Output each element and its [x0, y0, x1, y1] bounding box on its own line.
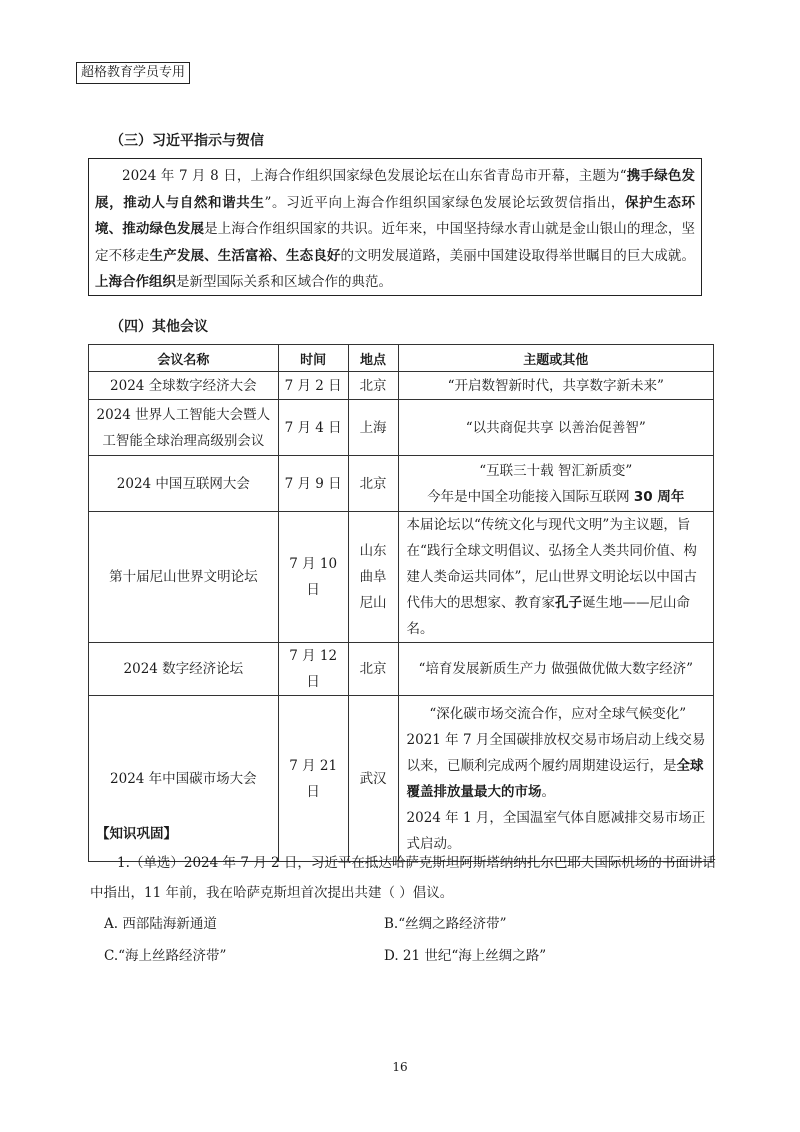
watermark-label: 超格教育学员专用	[76, 62, 190, 84]
table-row	[89, 456, 714, 512]
meeting-place: 上海	[348, 400, 398, 456]
meeting-theme: “深化碳市场交流合作，应对全球气候变化”	[429, 705, 687, 722]
congratulatory-letter-box	[88, 158, 702, 296]
meeting-name: 第十届尼山世界文明论坛	[89, 512, 279, 643]
letter-text: 的文明发展道路，美丽中国建设取得举世瞩目的巨大成就。	[340, 247, 696, 264]
meeting-time: 7 月 9 日	[278, 456, 348, 512]
meeting-theme-highlight: 孔子	[555, 595, 583, 611]
letter-highlight: 生产发展、生活富裕、生态良好	[149, 247, 341, 264]
letter-highlight: 上海合作组织	[95, 274, 176, 290]
meeting-note-text: 今年是中国全功能接入国际互联网	[427, 488, 634, 505]
table-row	[89, 696, 714, 862]
letter-highlight: 携手绿色发展，推动人与自然和谐共生	[95, 168, 695, 211]
meeting-place: 北京	[348, 643, 398, 696]
header-time: 时间	[278, 345, 348, 372]
meeting-place: 北京	[348, 372, 398, 400]
quiz-option-a[interactable]: A. 西部陆海新通道	[104, 916, 217, 932]
letter-text: 2024 年 7 月 8 日，上海合作组织国家绿色发展论坛在山东省青岛市开幕，主题为“	[122, 168, 627, 184]
meeting-time: 7 月 10 日	[278, 512, 348, 643]
meeting-name: 2024 全球数字经济大会	[89, 372, 279, 400]
meeting-place-line: 曲阜	[359, 569, 387, 585]
meeting-name: 2024 世界人工智能大会暨人工智能全球治理高级别会议	[89, 400, 279, 456]
meeting-name: 2024 年中国碳市场大会	[89, 696, 279, 862]
quiz-option-c[interactable]: C.“海上丝路经济带”	[104, 948, 227, 964]
letter-text: ”。习近平向上海合作组织国家绿色发展论坛致贺信指出，	[264, 194, 626, 211]
meeting-theme-cell	[398, 512, 713, 643]
letter-text: 是上海合作组织国家的共识。近年来，中国坚持绿水青山就是金山银山的理念，坚定不移走	[95, 221, 696, 264]
meeting-theme-cell	[398, 696, 713, 862]
meeting-theme-cell	[398, 456, 713, 512]
meeting-theme-text: 2021 年 7 月全国碳排放权交易市场启动上线交易以来，已顺利完成两个履约周期建设运行，是	[406, 731, 706, 774]
meetings-table	[88, 344, 714, 862]
section-four-title: （四）其他会议	[110, 319, 208, 335]
meeting-place: 北京	[348, 456, 398, 512]
header-theme: 主题或其他	[398, 345, 713, 372]
header-meeting-name: 会议名称	[89, 345, 279, 372]
section-three-title: （三）习近平指示与贺信	[110, 133, 264, 149]
meeting-name: 2024 中国互联网大会	[89, 456, 279, 512]
quiz-option-b[interactable]: B.“丝绸之路经济带”	[384, 916, 507, 932]
letter-highlight: 保护生态环境、推动绿色发展	[95, 194, 696, 237]
meeting-place: 武汉	[348, 696, 398, 862]
meeting-note	[403, 484, 709, 510]
meeting-place-cell	[348, 512, 398, 643]
meeting-theme: “以共商促共享 以善治促善智”	[398, 400, 713, 456]
meeting-note-highlight: 30 周年	[633, 488, 685, 505]
meeting-theme-paragraph	[407, 727, 709, 805]
page-number: 16	[392, 1060, 408, 1074]
meeting-place-line: 尼山	[359, 595, 387, 611]
quiz-option-d[interactable]: D. 21 世纪“海上丝绸之路”	[384, 948, 547, 964]
meeting-time: 7 月 21 日	[278, 696, 348, 862]
meeting-theme: “培育发展新质生产力 做强做优做大数字经济”	[398, 643, 713, 696]
table-row	[89, 372, 714, 400]
meeting-theme-tail: 诞生地——尼山命名。	[406, 595, 691, 637]
header-place: 地点	[348, 345, 398, 372]
table-header-row	[89, 345, 714, 372]
meeting-place-line: 山东	[359, 543, 387, 559]
meeting-theme: “开启数智新时代，共享数字新未来”	[398, 372, 713, 400]
table-row	[89, 512, 714, 643]
letter-text: 是新型国际关系和区域合作的典范。	[176, 274, 392, 290]
table-row	[89, 643, 714, 696]
meeting-theme: “互联三十载 智汇新质变”	[479, 462, 633, 479]
meeting-theme-tail: 。	[541, 783, 556, 800]
meeting-time: 7 月 2 日	[278, 372, 348, 400]
meeting-theme-paragraph: 2024 年 1 月，全国温室气体自愿减排交易市场正式启动。	[406, 809, 706, 852]
meeting-time: 7 月 4 日	[278, 400, 348, 456]
quiz-heading: 【知识巩固】	[96, 826, 177, 842]
table-row	[89, 400, 714, 456]
meeting-theme: 本届论坛以“传统文化与现代文明”为主议题，旨在“践行全球文明倡议、弘扬全人类共同价值、构建人类命运共同体”，尼山世界文明论坛以中国古代伟大的思想家、教育家	[406, 517, 697, 611]
meeting-theme-highlight: 全球覆盖排放量最大的市场	[406, 757, 704, 800]
quiz-question: 1.（单选）2024 年 7 月 2 日，习近平在抵达哈萨克斯坦阿斯塔纳纳扎尔巴耶夫国际机场的书面讲话中指出，11 年前，我在哈萨克斯坦首次提出共建（ ）倡议。	[90, 855, 716, 901]
meeting-name: 2024 数字经济论坛	[89, 643, 279, 696]
meeting-time: 7 月 12 日	[278, 643, 348, 696]
